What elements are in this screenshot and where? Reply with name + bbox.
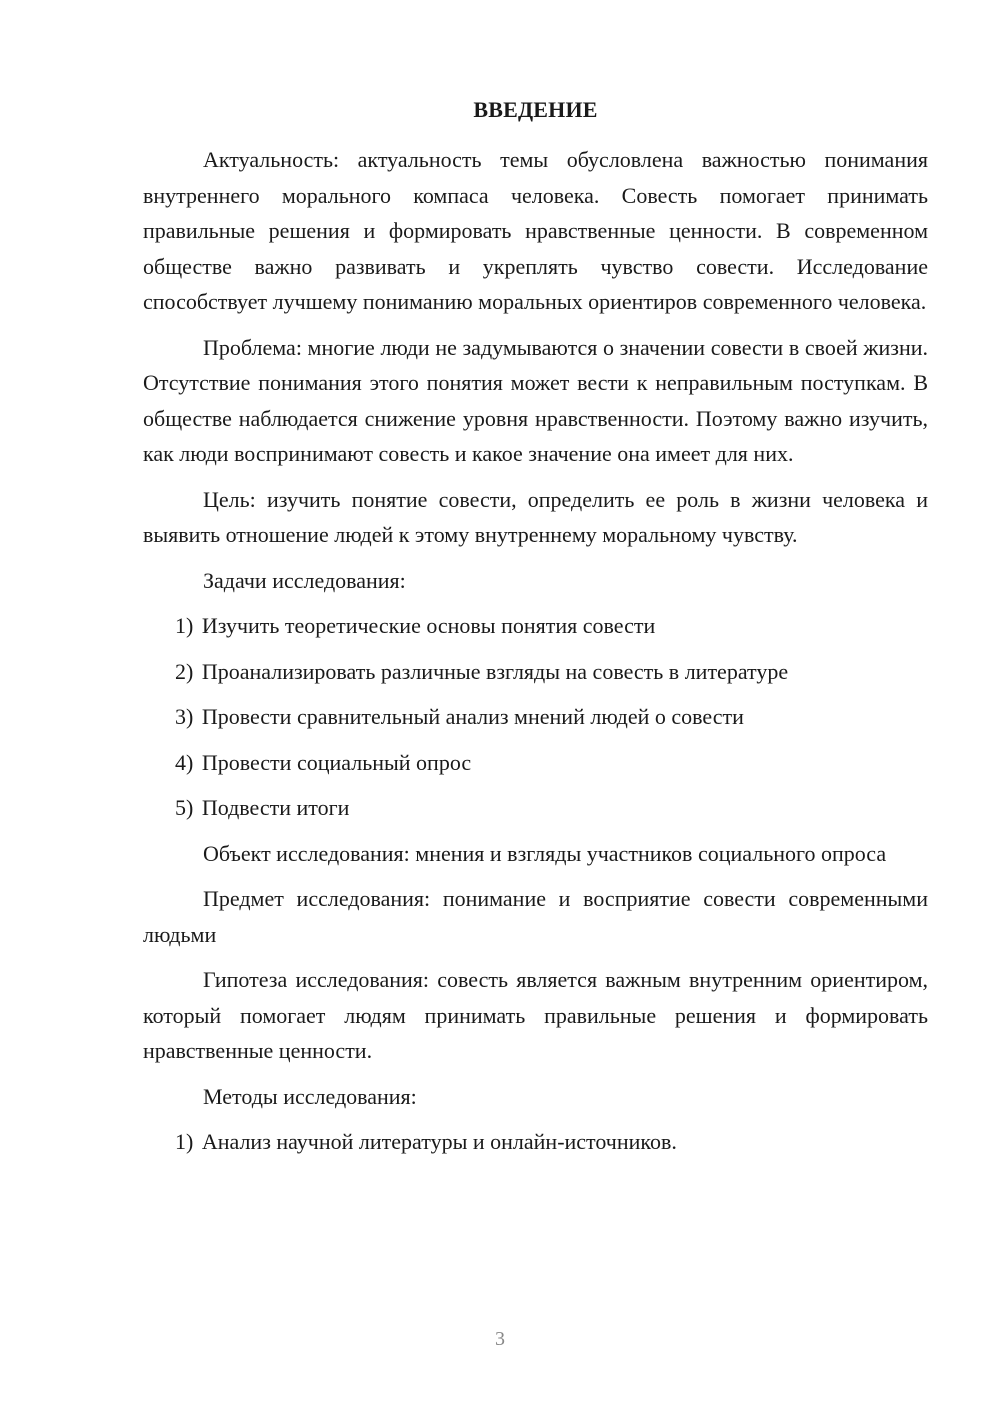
list-item-text: Проанализировать различные взгляды на совесть в литературе: [201, 658, 789, 684]
list-item-number: 1): [175, 613, 194, 638]
list-item-text: Провести сравнительный анализ мнений людей о совести: [201, 704, 744, 729]
section-title: ВВЕДЕНИЕ: [473, 97, 598, 122]
list-item: [143, 1124, 928, 1160]
paragraph-hypothesis: Гипотеза исследования: совесть является важным внутренним ориентиром, который помогает людям принимать правильные решения и формировать нравственные ценности.: [143, 967, 928, 1063]
list-item-number: 2): [175, 658, 194, 684]
list-item-number: 3): [175, 704, 194, 729]
tasks-list: [143, 608, 928, 826]
methods-list: [143, 1124, 928, 1160]
paragraph-goal: Цель: изучить понятие совести, определить ее роль в жизни человека и выявить отношение людей к этому внутреннему моральному чувству.: [143, 486, 928, 547]
paragraph-relevance: Актуальность: актуальность темы обусловлена важностью понимания внутреннего морального компаса человека. Совесть помогает принимать правильные решения и формировать нравственные ценности. В современном обществе важно развивать и укреплять чувство совести. Исследование способствует лучшему пониманию моральных ориентиров современного человека.: [143, 147, 928, 314]
list-item-number: 5): [175, 795, 194, 820]
paragraph-object: Объект исследования: мнения и взгляды участников социального опроса: [203, 840, 887, 866]
list-item-number: 1): [175, 1129, 194, 1154]
tasks-heading: Задачи исследования:: [203, 567, 406, 593]
list-item-text: Подвести итоги: [201, 795, 350, 820]
list-item-number: 4): [175, 749, 194, 775]
page-number: 3: [495, 1328, 505, 1350]
methods-heading: Методы исследования:: [203, 1083, 417, 1109]
list-item: [143, 654, 928, 690]
list-item: [143, 608, 928, 644]
paragraph-problem: Проблема: многие люди не задумываются о значении совести в своей жизни. Отсутствие понимания этого понятия может вести к неправильным поступкам. В обществе наблюдается снижение уровня нравственности. Поэтому важно изучить, как люди воспринимают совесть и какое значение она имеет для них.: [143, 334, 928, 466]
list-item-text: Провести социальный опрос: [201, 749, 472, 775]
list-item: [143, 745, 928, 781]
list-item: [143, 790, 928, 826]
list-item-text: Изучить теоретические основы понятия совести: [201, 613, 656, 638]
paragraph-subject: Предмет исследования: понимание и восприятие совести современными людьми: [143, 886, 928, 947]
document-page: [143, 94, 928, 1170]
list-item-text: Анализ научной литературы и онлайн-источников.: [201, 1129, 677, 1154]
list-item: [143, 699, 928, 735]
